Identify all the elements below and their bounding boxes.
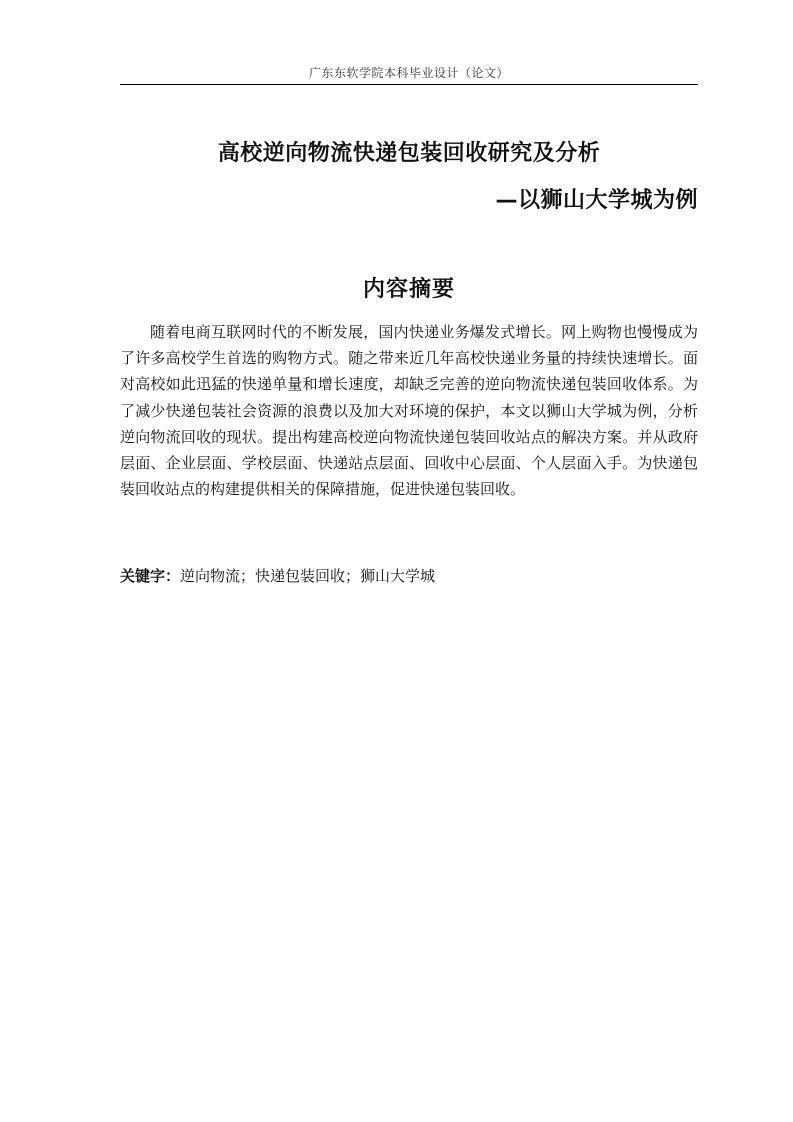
- paper-title: 高校逆向物流快递包装回收研究及分析: [217, 141, 601, 166]
- abstract-body: 随着电商互联网时代的不断发展，国内快递业务爆发式增长。网上购物也慢慢成为了许多高校学生首选的购物方式。随之带来近几年高校快递业务量的持续快速增长。面对高校如此迅猛的快递单量和增长速度，却缺乏完善的逆向物流快递包装回收体系。为了减少快递包装社会资源的浪费以及加大对环境的保护，本文以狮山大学城为例，分析逆向物流回收的现状。提出构建高校逆向物流快递包装回收站点的解决方案。并从政府层面、企业层面、学校层面、快递站点层面、回收中心层面、个人层面入手。为快递包装回收站点的构建提供相关的保障措施，促进快递包装回收。: [120, 323, 698, 499]
- keywords-text: 逆向物流；快递包装回收；狮山大学城: [180, 567, 436, 585]
- running-header: 广东东软学院本科毕业设计（论文）: [308, 66, 509, 80]
- paper-subtitle: —以狮山大学城为例: [495, 188, 698, 213]
- keywords-label: 关键字：: [120, 567, 181, 585]
- abstract-heading: 内容摘要: [362, 277, 455, 302]
- keywords-line: [120, 563, 698, 589]
- header-divider: [120, 84, 698, 85]
